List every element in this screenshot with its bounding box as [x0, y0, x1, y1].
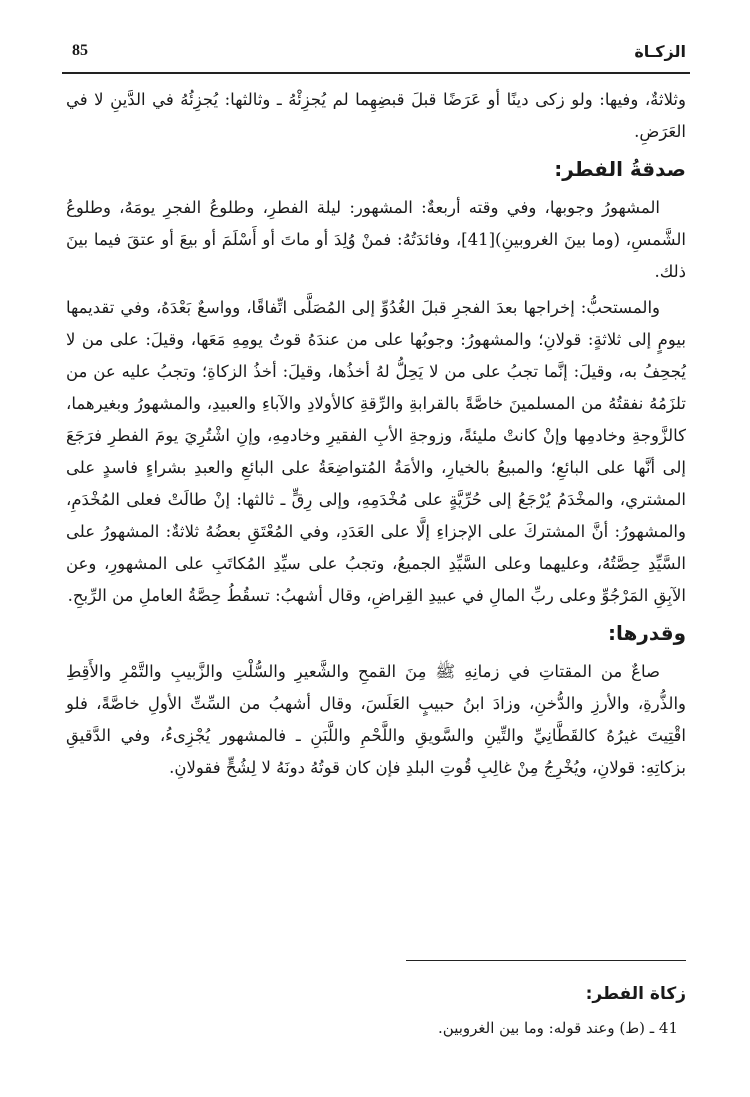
- page-header: [62, 38, 690, 74]
- section-heading-qadruha: وقدرها:: [608, 621, 686, 645]
- paragraph-amount: صاعٌ من المقتاتِ في زمانِهِ ﷺ مِنَ القمحِ والشَّعيرِ والسُّلْتِ والزَّبيبِ والتَّمْرِ والأَقِطِ والذُّرةِ، والأرزِ والدُّخنِ، وزادَ ابنُ حبيبٍ العَلَسَ، وقال أشهبُ من السِّتِّ الأولِ خاصَّةً، فلو اقْتِيتَ غيرُهُ كالقَطَّانِيِّ والتِّينِ والسَّويقِ واللَّحْمِ واللَّبَنِ ـ فالمشهور يُجْزِىءُ، وفي الدَّقيقِ بزكاتِهِ: قولانِ، ويُخْرِجُ مِنْ غالِبِ قُوتِ البلدِ فإن كان قوتُهُ دونَهُ لا لِشُحٍّ فقولانِ.: [66, 662, 686, 777]
- footnote-heading: زكاة الفطر:: [585, 984, 686, 1004]
- footnote-divider: [406, 960, 686, 961]
- running-title: الزكـاة: [634, 42, 686, 61]
- section-heading-sadaqat-al-fitr: صدقةُ الفطر:: [554, 157, 686, 181]
- paragraph-timing: المشهورُ وجوبها، وفي وقته أربعةٌ: المشهور: ليلة الفطرِ، وطلوعُ الفجرِ يومَهُ، وطلوعُ الشَّمسِ، (وما بينَ الغروبينِ)[41]، وفائدَتُهُ: فمنْ وُلِدَ أو ماتَ أو أَسْلَمَ أو بيعَ أو عتقَ فيما بينَ ذلك.: [66, 198, 686, 281]
- main-text: [66, 84, 686, 788]
- footnote-41: 41 ـ (ط) وعند قوله: وما بين الغروبين.: [438, 1019, 678, 1037]
- intro-paragraph: وثلاثةٌ، وفيها: ولو زكى دينًا أو عَرَضًا قبلَ قبضِهِما لم يُجزِئْهُ ـ وثالثها: يُجزِئُهُ في الدَّينِ لا في العَرَضِ.: [66, 90, 686, 141]
- paragraph-recommended: والمستحبُّ: إخراجها بعدَ الفجرِ قبلَ الغُدُوِّ إلى المُصَلَّى اتِّفاقًا، وواسعٌ بَعْدَهُ، وفي تقديمها بيومٍ إلى ثلاثةٍ: قولانِ؛ والمشهورُ: وجوبُها على من عندَهُ قوتُ يومِهِ مَعَها، وقيلَ: على من لا يُجحِفُ به، وقيلَ: إنَّما تجبُ على من لا يَحِلُّ لهُ أخذُها، وقيلَ: أخذُ الزكاةِ؛ وتجبُ عليه عن من تلزَمُهُ نفقتُهُ من المسلمينَ خاصَّةً بالقرابةِ والرِّقةِ كالأولادِ والآباءِ والعبيدِ، والمشهورُ وبغيرهما، كالزَّوجةِ وخادمِها وإنْ كانتْ مليئةً، وزوجةِ الأبِ الفقيرِ وخادمِهِ، وإنِ اشْتُرِيَ يومَ الفطرِ فرَجَعَ إلى أنَّها على البائعِ؛ والمبيعُ بالخيارِ، والأمَةُ المُتواضِعَةُ على البائعِ والعبدِ بشراءٍ فاسدٍ على المشتري، والمخْدَمُ يُرْجَعُ إلى حُرِّيَّةٍ على مُخْدَمِهِ، وإلى رِقٍّ ـ ثالثها: إنْ طالَتْ فعلى المُخْدَمِ، والمشهورُ: أنَّ المشتركَ على الإجزاءِ إلَّا على العَدَدِ، وفي المُعْتَقِ بعضُهُ ثلاثةٌ: المشهورُ على السَّيِّدِ حِصَّتُهُ، وعليهما وعلى السَّيِّدِ الجميعُ، وتجبُ على سيِّدِ المُكاتَبِ على المشهورِ، وعن الآبِقِ المَرْجُوِّ وعلى ربِّ المالِ في عبيدِ القِراضِ، وقال أشهبُ: تسقُطُ حِصَّةُ العاملِ من الرِّبحِ.: [66, 298, 686, 605]
- page-number: 85: [72, 42, 88, 59]
- footnotes: [66, 980, 686, 1042]
